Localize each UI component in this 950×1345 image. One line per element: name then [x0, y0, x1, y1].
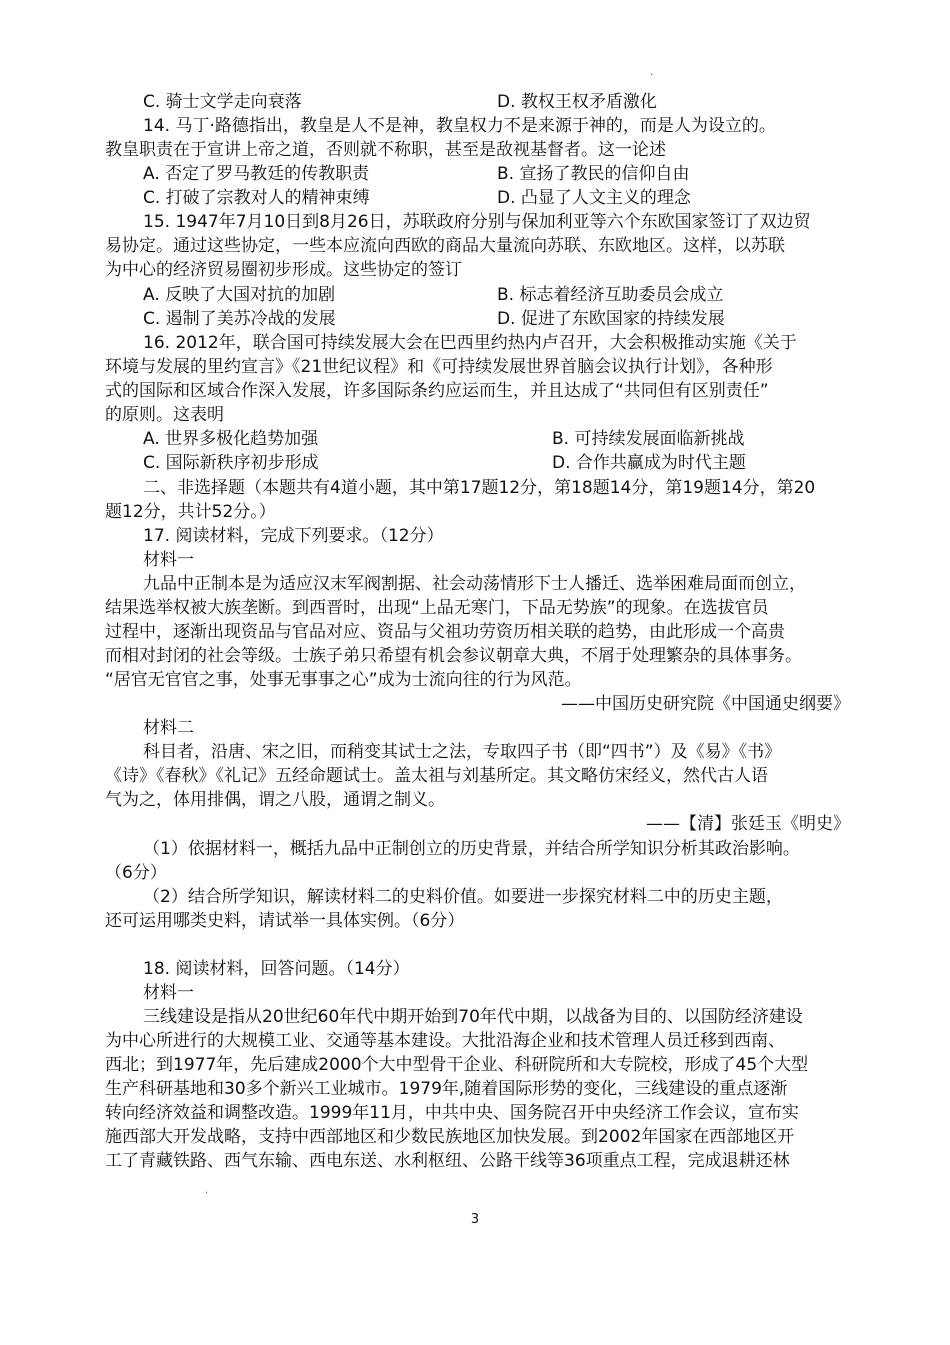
q18-title: 18. 阅读材料，回答问题。（14分）: [143, 959, 410, 979]
q14-option-d: D. 凸显了人文主义的理念: [497, 188, 691, 208]
q17-material2-line2: 《诗》《春秋》《礼记》五经命题试士。盖太祖与刘基所定。其文略仿宋经义，然代古人语: [105, 766, 768, 786]
q15-stem-line1: 15. 1947年7月10日到8月26日，苏联政府分别与保加利亚等六个东欧国家签订了双边贸: [143, 212, 811, 232]
q16-option-c: C. 国际新秩序初步形成: [143, 453, 319, 473]
q18-material1-line6: 施西部大开发战略，支持中西部地区和少数民族地区加快发展。到2002年国家在西部地区开: [105, 1127, 795, 1147]
q16-stem-line3: 式的国际和区域合作深入发展，许多国际条约应运而生，并且达成了“共同但有区别责任”: [105, 381, 769, 401]
q16-option-d: D. 合作共赢成为时代主题: [552, 453, 746, 473]
page-number: 3: [470, 1212, 480, 1227]
q17-sub2-line2: 还可运用哪类史料，请试举一具体实例。（6分）: [105, 911, 465, 931]
q15-option-c: C. 遏制了美苏冷战的发展: [143, 309, 336, 329]
q17-sub2-line1: （2）结合所学知识，解读材料二的史料价值。如要进一步探究材料二中的历史主题，: [143, 887, 783, 907]
q18-material1-line5: 转向经济效益和调整改造。1999年11月，中共中央、国务院召开中央经济工作会议，宣布实: [105, 1103, 799, 1123]
q16-option-a: A. 世界多极化趋势加强: [143, 429, 319, 449]
q13-option-d: D. 教权王权矛盾激化: [497, 92, 657, 112]
q18-material1-line7: 工了青藏铁路、西气东输、西电东送、水利枢纽、公路干线等36项重点工程，完成退耕还林: [105, 1151, 790, 1171]
q15-option-a: A. 反映了大国对抗的加剧: [143, 285, 336, 305]
q17-title: 17. 阅读材料，完成下列要求。（12分）: [143, 526, 444, 546]
part2-heading-line2: 题12分，共计52分。）: [105, 502, 276, 522]
q17-material1-line4: 而相对封闭的社会等级。士族子弟只希望有机会参议朝章大典，不屑于处理繁杂的具体事务。: [105, 646, 802, 666]
q17-material1-source: ——中国历史研究院《中国通史纲要》: [561, 694, 850, 714]
q18-material1-line1: 三线建设是指从20世纪60年代中期开始到70年代中期，以战备为目的、以国防经济建设: [143, 1007, 803, 1027]
q17-material1-line3: 过程中，逐渐出现资品与官品对应、资品与父祖功劳资历相关联的趋势，由此形成一个高贵: [105, 622, 785, 642]
q17-material1-line2: 结果选举权被大族垄断。到西晋时，出现“上品无寒门，下品无势族”的现象。在选拔官员: [105, 598, 769, 618]
q16-stem-line1: 16. 2012年，联合国可持续发展大会在巴西里约热内卢召开，大会积极推动实施《关于: [143, 333, 797, 353]
part2-heading-line1: 二、非选择题（本题共有4道小题，其中第17题12分，第18题14分，第19题14分，第20: [143, 478, 816, 498]
scan-speck: ·: [650, 70, 654, 81]
q18-material1-line2: 为中心所进行的大规模工业、交通等基本建设。大批沿海企业和技术管理人员迁移到西南、: [105, 1031, 785, 1051]
q15-option-b: B. 标志着经济互助委员会成立: [497, 285, 724, 305]
q16-option-b: B. 可持续发展面临新挑战: [552, 429, 745, 449]
q17-material2-line3: 气为之，体用排偶，谓之八股，通谓之制义。: [105, 790, 445, 810]
q17-material1-line5: “居官无官官之事，处事无事事之心”成为士流向往的行为风范。: [105, 670, 582, 690]
q17-material2-label: 材料二: [143, 718, 194, 738]
q14-option-c: C. 打破了宗教对人的精神束缚: [143, 188, 370, 208]
q17-material2-source: ——【清】张廷玉《明史》: [646, 814, 850, 834]
q17-sub1-line2: （6分）: [105, 863, 167, 883]
q16-stem-line2: 环境与发展的里约宣言》《21世纪议程》和《可持续发展世界首脑会议执行计划》，各种形: [105, 357, 773, 377]
q14-option-a: A. 否定了罗马教廷的传教职责: [143, 164, 370, 184]
q16-stem-line4: 的原则。这表明: [105, 405, 224, 425]
q15-option-d: D. 促进了东欧国家的持续发展: [497, 309, 725, 329]
q14-stem-line2: 教皇职责在于宣讲上帝之道，否则就不称职，甚至是敌视基督者。这一论述: [105, 140, 666, 160]
q18-material1-line3: 西北；到1977年，先后建成2000个大中型骨干企业、科研院所和大专院校，形成了45个大型: [105, 1055, 809, 1075]
q18-material1-line4: 生产科研基地和30多个新兴工业城市。1979年,随着国际形势的变化，三线建设的重点逐渐: [105, 1079, 788, 1099]
q14-option-b: B. 宣扬了教民的信仰自由: [497, 164, 690, 184]
q18-material1-label: 材料一: [143, 983, 194, 1003]
q17-material2-line1: 科目者，沿唐、宋之旧，而稍变其试士之法，专取四子书（即“四书”）及《易》《书》: [143, 742, 782, 762]
q17-material1-label: 材料一: [143, 550, 194, 570]
q14-stem-line1: 14. 马丁·路德指出，教皇是人不是神，教皇权力不是来源于神的，而是人为设立的。: [143, 116, 776, 136]
q17-material1-line1: 九品中正制本是为适应汉末军阀割据、社会动荡情形下士人播迁、选举困难局面而创立，: [143, 574, 806, 594]
q15-stem-line3: 为中心的经济贸易圈初步形成。这些协定的签订: [105, 260, 462, 280]
q17-sub1-line1: （1）依据材料一，概括九品中正制创立的历史背景，并结合所学知识分析其政治影响。: [143, 839, 800, 859]
scan-speck: ·: [205, 1188, 209, 1199]
q15-stem-line2: 易协定。通过这些协定，一些本应流向西欧的商品大量流向苏联、东欧地区。这样，以苏联: [105, 236, 785, 256]
q13-option-c: C. 骑士文学走向衰落: [143, 92, 302, 112]
